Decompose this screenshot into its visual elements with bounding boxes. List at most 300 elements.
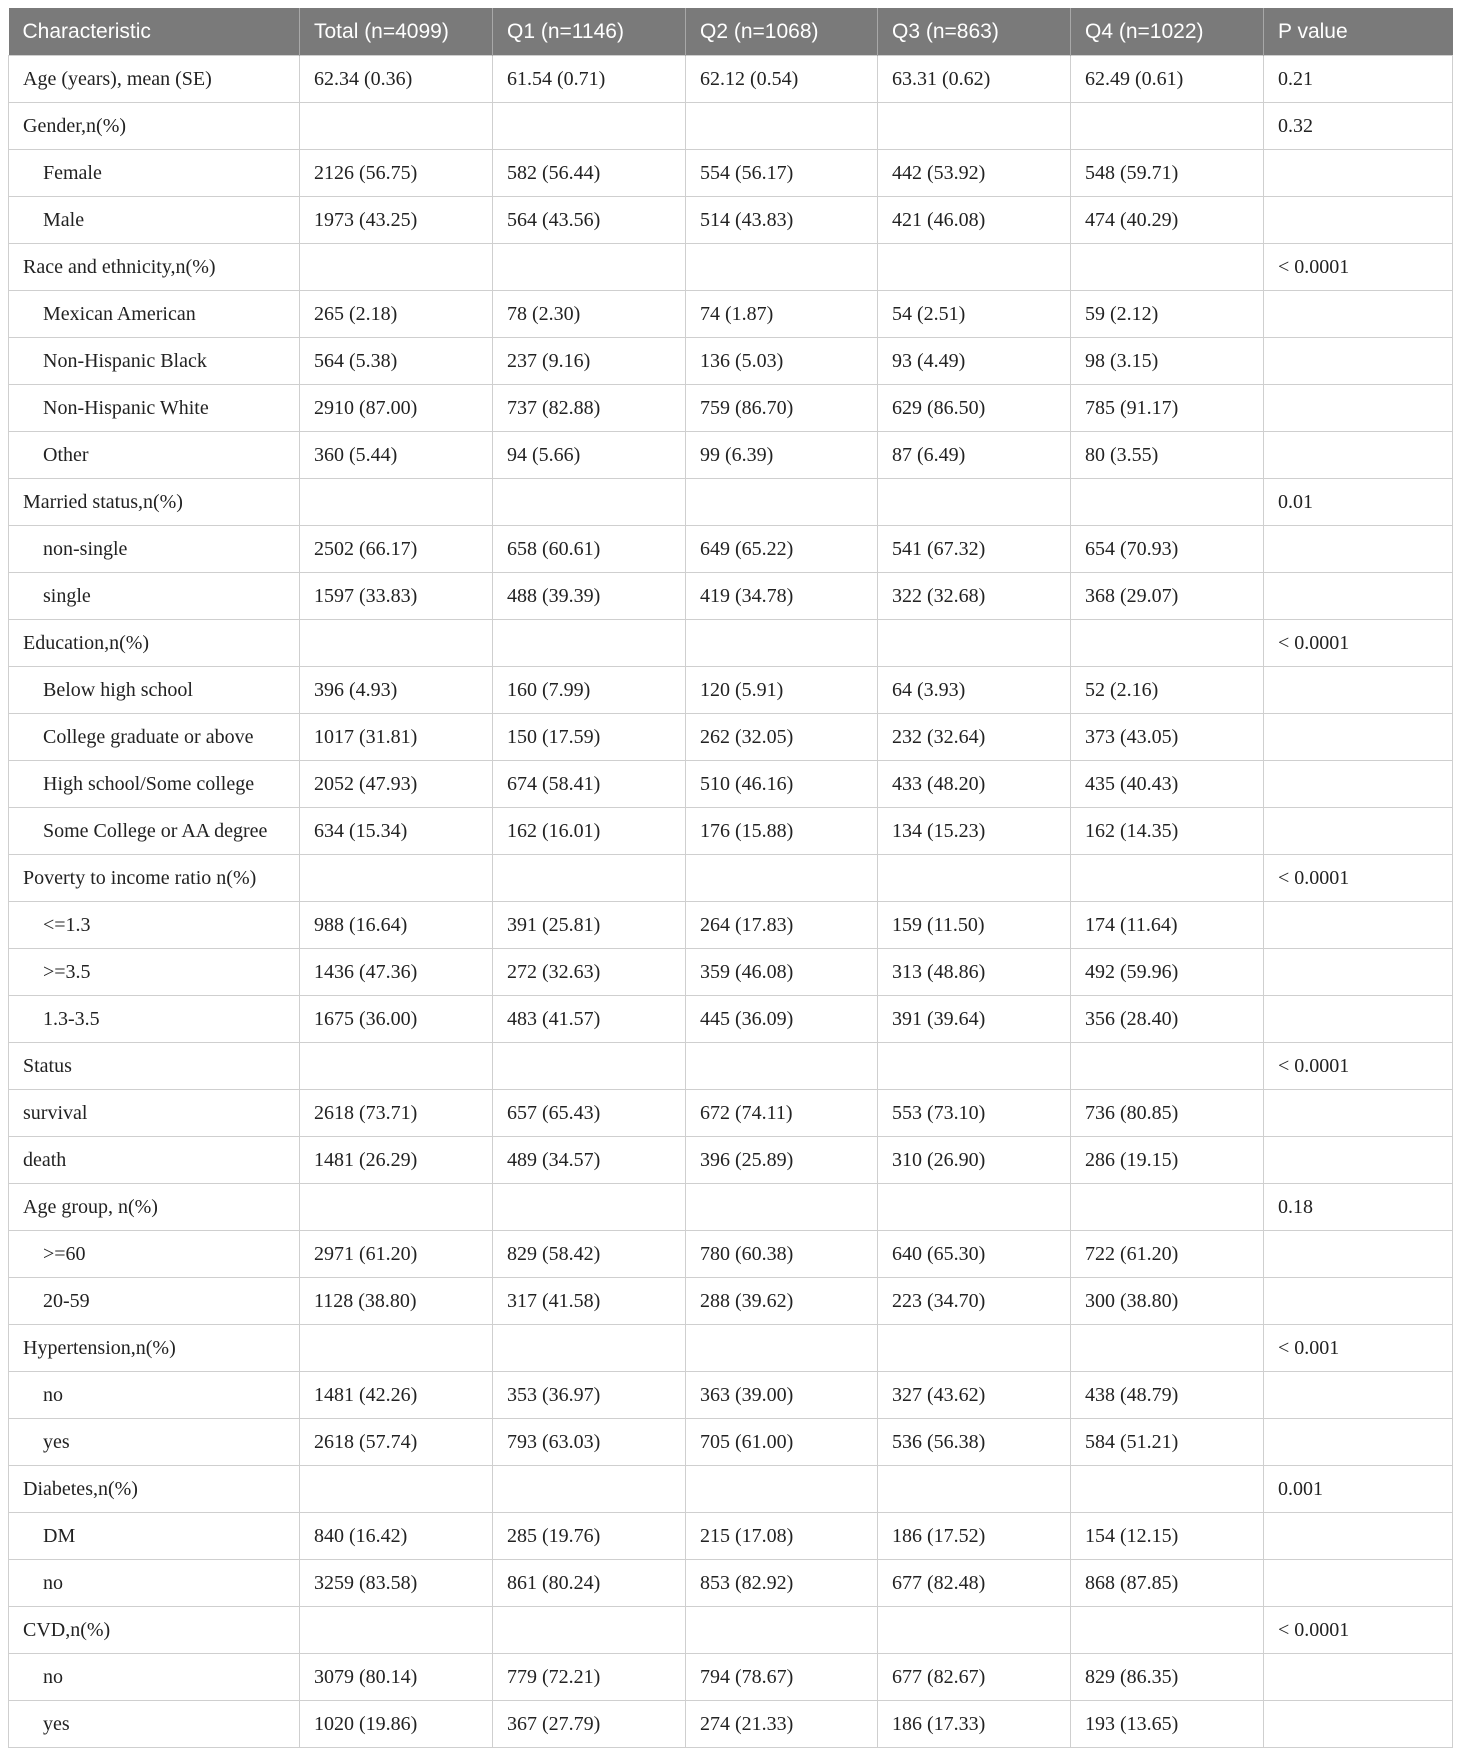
cell-q1 — [493, 1184, 686, 1231]
cell-q4 — [1071, 479, 1264, 526]
cell-q2: 554 (56.17) — [686, 150, 878, 197]
cell-q1: 674 (58.41) — [493, 761, 686, 808]
table-row — [9, 1090, 1453, 1137]
cell-characteristic: Race and ethnicity,n(%) — [9, 244, 300, 291]
cell-total: 1436 (47.36) — [300, 949, 493, 996]
cell-q2 — [686, 1607, 878, 1654]
header-q2: Q2 (n=1068) — [686, 8, 878, 56]
cell-characteristic: Hypertension,n(%) — [9, 1325, 300, 1372]
cell-p-value: < 0.0001 — [1264, 855, 1453, 902]
table-row — [9, 1231, 1453, 1278]
cell-q4 — [1071, 1184, 1264, 1231]
cell-q3: 442 (53.92) — [878, 150, 1071, 197]
cell-characteristic: Non-Hispanic White — [9, 385, 300, 432]
cell-q2 — [686, 1184, 878, 1231]
cell-q3: 541 (67.32) — [878, 526, 1071, 573]
cell-q4: 154 (12.15) — [1071, 1513, 1264, 1560]
cell-q3: 433 (48.20) — [878, 761, 1071, 808]
table-row — [9, 996, 1453, 1043]
cell-q1 — [493, 1325, 686, 1372]
cell-q4: 193 (13.65) — [1071, 1701, 1264, 1748]
cell-q3 — [878, 1043, 1071, 1090]
cell-q1: 779 (72.21) — [493, 1654, 686, 1701]
cell-q4: 492 (59.96) — [1071, 949, 1264, 996]
cell-p-value — [1264, 1560, 1453, 1607]
table-row — [9, 573, 1453, 620]
cell-q3: 391 (39.64) — [878, 996, 1071, 1043]
cell-characteristic: Age group, n(%) — [9, 1184, 300, 1231]
table-row — [9, 291, 1453, 338]
cell-q3 — [878, 855, 1071, 902]
cell-characteristic: >=60 — [9, 1231, 300, 1278]
cell-p-value: 0.001 — [1264, 1466, 1453, 1513]
cell-q4: 356 (28.40) — [1071, 996, 1264, 1043]
cell-p-value: < 0.001 — [1264, 1325, 1453, 1372]
cell-p-value — [1264, 1654, 1453, 1701]
cell-total: 3259 (83.58) — [300, 1560, 493, 1607]
cell-q2: 288 (39.62) — [686, 1278, 878, 1325]
cell-q3: 54 (2.51) — [878, 291, 1071, 338]
cell-characteristic: College graduate or above — [9, 714, 300, 761]
table-row — [9, 902, 1453, 949]
cell-q1: 658 (60.61) — [493, 526, 686, 573]
cell-p-value — [1264, 1701, 1453, 1748]
cell-p-value — [1264, 761, 1453, 808]
cell-q2 — [686, 855, 878, 902]
table-row — [9, 1701, 1453, 1748]
cell-characteristic: Mexican American — [9, 291, 300, 338]
cell-q4 — [1071, 1607, 1264, 1654]
cell-q1: 737 (82.88) — [493, 385, 686, 432]
cell-q2: 274 (21.33) — [686, 1701, 878, 1748]
cell-q2: 176 (15.88) — [686, 808, 878, 855]
table-row — [9, 714, 1453, 761]
header-q3: Q3 (n=863) — [878, 8, 1071, 56]
table-row — [9, 855, 1453, 902]
header-p-value: P value — [1264, 8, 1453, 56]
cell-total: 1017 (31.81) — [300, 714, 493, 761]
header-total: Total (n=4099) — [300, 8, 493, 56]
cell-q1: 657 (65.43) — [493, 1090, 686, 1137]
cell-total: 1675 (36.00) — [300, 996, 493, 1043]
cell-q4: 368 (29.07) — [1071, 573, 1264, 620]
cell-q3 — [878, 103, 1071, 150]
cell-total: 2502 (66.17) — [300, 526, 493, 573]
cell-q2 — [686, 244, 878, 291]
cell-q2 — [686, 103, 878, 150]
table-row — [9, 479, 1453, 526]
cell-q1: 162 (16.01) — [493, 808, 686, 855]
cell-characteristic: CVD,n(%) — [9, 1607, 300, 1654]
cell-q1 — [493, 479, 686, 526]
cell-q4 — [1071, 1325, 1264, 1372]
cell-q2: 794 (78.67) — [686, 1654, 878, 1701]
cell-q2: 136 (5.03) — [686, 338, 878, 385]
cell-q1: 489 (34.57) — [493, 1137, 686, 1184]
cell-characteristic: Gender,n(%) — [9, 103, 300, 150]
cell-characteristic: death — [9, 1137, 300, 1184]
table-body — [9, 56, 1453, 1748]
cell-q3: 186 (17.33) — [878, 1701, 1071, 1748]
cell-q4 — [1071, 1043, 1264, 1090]
cell-p-value — [1264, 714, 1453, 761]
cell-q2 — [686, 1043, 878, 1090]
cell-q2 — [686, 1325, 878, 1372]
cell-q2: 359 (46.08) — [686, 949, 878, 996]
cell-q1: 317 (41.58) — [493, 1278, 686, 1325]
cell-q2: 672 (74.11) — [686, 1090, 878, 1137]
table-row — [9, 244, 1453, 291]
table-row — [9, 1372, 1453, 1419]
cell-q2: 649 (65.22) — [686, 526, 878, 573]
cell-p-value — [1264, 150, 1453, 197]
cell-q1: 160 (7.99) — [493, 667, 686, 714]
cell-q1: 391 (25.81) — [493, 902, 686, 949]
cell-total: 2971 (61.20) — [300, 1231, 493, 1278]
cell-total — [300, 855, 493, 902]
table-row — [9, 949, 1453, 996]
cell-q4: 584 (51.21) — [1071, 1419, 1264, 1466]
cell-q2 — [686, 620, 878, 667]
cell-p-value — [1264, 996, 1453, 1043]
cell-q3: 322 (32.68) — [878, 573, 1071, 620]
cell-p-value — [1264, 197, 1453, 244]
cell-q3 — [878, 620, 1071, 667]
cell-p-value: 0.01 — [1264, 479, 1453, 526]
cell-q4: 868 (87.85) — [1071, 1560, 1264, 1607]
cell-q2: 215 (17.08) — [686, 1513, 878, 1560]
cell-total: 1128 (38.80) — [300, 1278, 493, 1325]
cell-q4: 52 (2.16) — [1071, 667, 1264, 714]
cell-characteristic: Status — [9, 1043, 300, 1090]
cell-total: 3079 (80.14) — [300, 1654, 493, 1701]
cell-q4: 829 (86.35) — [1071, 1654, 1264, 1701]
cell-p-value — [1264, 432, 1453, 479]
cell-q3: 677 (82.67) — [878, 1654, 1071, 1701]
cell-total: 840 (16.42) — [300, 1513, 493, 1560]
cell-q4: 373 (43.05) — [1071, 714, 1264, 761]
header-row — [9, 8, 1453, 56]
cell-q4 — [1071, 620, 1264, 667]
cell-q3 — [878, 1466, 1071, 1513]
cell-characteristic: Married status,n(%) — [9, 479, 300, 526]
cell-q4 — [1071, 103, 1264, 150]
cell-q4: 438 (48.79) — [1071, 1372, 1264, 1419]
cell-p-value: 0.21 — [1264, 56, 1453, 103]
cell-q1: 582 (56.44) — [493, 150, 686, 197]
cell-q2: 780 (60.38) — [686, 1231, 878, 1278]
cell-total: 62.34 (0.36) — [300, 56, 493, 103]
table-header — [9, 8, 1453, 56]
cell-q3: 63.31 (0.62) — [878, 56, 1071, 103]
cell-q1 — [493, 103, 686, 150]
cell-q2: 853 (82.92) — [686, 1560, 878, 1607]
table-row — [9, 1325, 1453, 1372]
baseline-characteristics-table-container — [8, 8, 1452, 1748]
cell-q4: 62.49 (0.61) — [1071, 56, 1264, 103]
cell-characteristic: Some College or AA degree — [9, 808, 300, 855]
cell-p-value: < 0.0001 — [1264, 1043, 1453, 1090]
cell-q3: 64 (3.93) — [878, 667, 1071, 714]
cell-q1 — [493, 620, 686, 667]
cell-q3 — [878, 1184, 1071, 1231]
cell-q4: 722 (61.20) — [1071, 1231, 1264, 1278]
cell-q2: 62.12 (0.54) — [686, 56, 878, 103]
cell-p-value — [1264, 1278, 1453, 1325]
cell-characteristic: DM — [9, 1513, 300, 1560]
cell-q1: 861 (80.24) — [493, 1560, 686, 1607]
cell-q2: 514 (43.83) — [686, 197, 878, 244]
cell-q2: 419 (34.78) — [686, 573, 878, 620]
cell-q2: 99 (6.39) — [686, 432, 878, 479]
cell-q4: 736 (80.85) — [1071, 1090, 1264, 1137]
cell-total — [300, 1325, 493, 1372]
cell-q4: 654 (70.93) — [1071, 526, 1264, 573]
cell-total — [300, 1184, 493, 1231]
header-q4: Q4 (n=1022) — [1071, 8, 1264, 56]
table-row — [9, 432, 1453, 479]
cell-q1: 61.54 (0.71) — [493, 56, 686, 103]
header-characteristic: Characteristic — [9, 8, 300, 56]
cell-q2 — [686, 1466, 878, 1513]
cell-q4: 435 (40.43) — [1071, 761, 1264, 808]
cell-q1: 78 (2.30) — [493, 291, 686, 338]
table-row — [9, 1043, 1453, 1090]
cell-p-value — [1264, 1090, 1453, 1137]
cell-characteristic: Below high school — [9, 667, 300, 714]
cell-q1: 829 (58.42) — [493, 1231, 686, 1278]
cell-q1: 488 (39.39) — [493, 573, 686, 620]
cell-total: 1481 (42.26) — [300, 1372, 493, 1419]
cell-p-value — [1264, 291, 1453, 338]
cell-p-value — [1264, 1513, 1453, 1560]
cell-q2: 363 (39.00) — [686, 1372, 878, 1419]
cell-q2: 445 (36.09) — [686, 996, 878, 1043]
cell-total — [300, 244, 493, 291]
cell-q1: 353 (36.97) — [493, 1372, 686, 1419]
cell-q2: 264 (17.83) — [686, 902, 878, 949]
cell-q3: 553 (73.10) — [878, 1090, 1071, 1137]
cell-total: 988 (16.64) — [300, 902, 493, 949]
cell-q3: 232 (32.64) — [878, 714, 1071, 761]
table-row — [9, 1607, 1453, 1654]
cell-p-value — [1264, 667, 1453, 714]
cell-q4: 162 (14.35) — [1071, 808, 1264, 855]
cell-p-value: < 0.0001 — [1264, 1607, 1453, 1654]
cell-q3: 134 (15.23) — [878, 808, 1071, 855]
cell-p-value — [1264, 338, 1453, 385]
cell-q4: 98 (3.15) — [1071, 338, 1264, 385]
cell-characteristic: 20-59 — [9, 1278, 300, 1325]
cell-characteristic: Poverty to income ratio n(%) — [9, 855, 300, 902]
header-q1: Q1 (n=1146) — [493, 8, 686, 56]
cell-q1 — [493, 1607, 686, 1654]
cell-q1: 564 (43.56) — [493, 197, 686, 244]
cell-characteristic: >=3.5 — [9, 949, 300, 996]
table-row — [9, 1137, 1453, 1184]
table-row — [9, 761, 1453, 808]
cell-q3: 223 (34.70) — [878, 1278, 1071, 1325]
cell-total — [300, 479, 493, 526]
cell-q4: 300 (38.80) — [1071, 1278, 1264, 1325]
cell-q4: 174 (11.64) — [1071, 902, 1264, 949]
cell-q1 — [493, 1466, 686, 1513]
cell-q1: 150 (17.59) — [493, 714, 686, 761]
cell-q2: 74 (1.87) — [686, 291, 878, 338]
cell-q1: 237 (9.16) — [493, 338, 686, 385]
cell-q3: 677 (82.48) — [878, 1560, 1071, 1607]
cell-q2: 705 (61.00) — [686, 1419, 878, 1466]
cell-q3: 93 (4.49) — [878, 338, 1071, 385]
cell-q3: 629 (86.50) — [878, 385, 1071, 432]
table-row — [9, 1654, 1453, 1701]
cell-characteristic: Education,n(%) — [9, 620, 300, 667]
cell-total: 2126 (56.75) — [300, 150, 493, 197]
cell-q4: 785 (91.17) — [1071, 385, 1264, 432]
table-row — [9, 103, 1453, 150]
cell-p-value: < 0.0001 — [1264, 244, 1453, 291]
cell-total: 634 (15.34) — [300, 808, 493, 855]
cell-q2: 120 (5.91) — [686, 667, 878, 714]
cell-total — [300, 620, 493, 667]
table-row — [9, 385, 1453, 432]
cell-total: 2052 (47.93) — [300, 761, 493, 808]
table-row — [9, 1513, 1453, 1560]
cell-p-value — [1264, 1419, 1453, 1466]
cell-total: 1481 (26.29) — [300, 1137, 493, 1184]
cell-q2 — [686, 479, 878, 526]
cell-characteristic: yes — [9, 1701, 300, 1748]
cell-total: 1020 (19.86) — [300, 1701, 493, 1748]
table-row — [9, 1560, 1453, 1607]
cell-p-value — [1264, 526, 1453, 573]
cell-q3 — [878, 244, 1071, 291]
cell-total: 396 (4.93) — [300, 667, 493, 714]
cell-q4 — [1071, 244, 1264, 291]
cell-q3: 310 (26.90) — [878, 1137, 1071, 1184]
cell-q4: 548 (59.71) — [1071, 150, 1264, 197]
cell-characteristic: Age (years), mean (SE) — [9, 56, 300, 103]
cell-characteristic: Other — [9, 432, 300, 479]
cell-q2: 510 (46.16) — [686, 761, 878, 808]
cell-q1: 367 (27.79) — [493, 1701, 686, 1748]
cell-q2: 396 (25.89) — [686, 1137, 878, 1184]
cell-q1: 285 (19.76) — [493, 1513, 686, 1560]
cell-q3 — [878, 1325, 1071, 1372]
cell-q3: 640 (65.30) — [878, 1231, 1071, 1278]
cell-q1: 483 (41.57) — [493, 996, 686, 1043]
cell-characteristic: survival — [9, 1090, 300, 1137]
cell-q3: 313 (48.86) — [878, 949, 1071, 996]
cell-total: 2910 (87.00) — [300, 385, 493, 432]
table-row — [9, 620, 1453, 667]
cell-total: 265 (2.18) — [300, 291, 493, 338]
cell-p-value — [1264, 808, 1453, 855]
cell-characteristic: single — [9, 573, 300, 620]
cell-total: 1597 (33.83) — [300, 573, 493, 620]
cell-q3: 421 (46.08) — [878, 197, 1071, 244]
cell-characteristic: High school/Some college — [9, 761, 300, 808]
cell-q3: 186 (17.52) — [878, 1513, 1071, 1560]
cell-q4 — [1071, 855, 1264, 902]
baseline-characteristics-table — [8, 8, 1453, 1748]
table-row — [9, 1184, 1453, 1231]
cell-p-value — [1264, 949, 1453, 996]
table-row — [9, 150, 1453, 197]
cell-q1 — [493, 855, 686, 902]
cell-q3 — [878, 479, 1071, 526]
cell-q1 — [493, 1043, 686, 1090]
cell-total: 564 (5.38) — [300, 338, 493, 385]
cell-q1: 94 (5.66) — [493, 432, 686, 479]
cell-p-value — [1264, 1372, 1453, 1419]
cell-q2: 262 (32.05) — [686, 714, 878, 761]
cell-characteristic: non-single — [9, 526, 300, 573]
cell-p-value — [1264, 902, 1453, 949]
cell-total — [300, 103, 493, 150]
cell-q4 — [1071, 1466, 1264, 1513]
cell-total: 2618 (57.74) — [300, 1419, 493, 1466]
cell-total — [300, 1466, 493, 1513]
table-row — [9, 526, 1453, 573]
cell-q3 — [878, 1607, 1071, 1654]
cell-q1: 793 (63.03) — [493, 1419, 686, 1466]
cell-p-value — [1264, 1231, 1453, 1278]
cell-q3: 159 (11.50) — [878, 902, 1071, 949]
cell-q3: 536 (56.38) — [878, 1419, 1071, 1466]
cell-q4: 474 (40.29) — [1071, 197, 1264, 244]
cell-total — [300, 1607, 493, 1654]
cell-characteristic: 1.3-3.5 — [9, 996, 300, 1043]
cell-characteristic: Male — [9, 197, 300, 244]
cell-characteristic: <=1.3 — [9, 902, 300, 949]
table-row — [9, 56, 1453, 103]
cell-characteristic: no — [9, 1560, 300, 1607]
table-row — [9, 1466, 1453, 1513]
table-row — [9, 1278, 1453, 1325]
cell-q1: 272 (32.63) — [493, 949, 686, 996]
table-row — [9, 338, 1453, 385]
cell-q1 — [493, 244, 686, 291]
cell-p-value: < 0.0001 — [1264, 620, 1453, 667]
cell-p-value: 0.18 — [1264, 1184, 1453, 1231]
cell-characteristic: Non-Hispanic Black — [9, 338, 300, 385]
cell-p-value — [1264, 573, 1453, 620]
cell-characteristic: yes — [9, 1419, 300, 1466]
cell-characteristic: no — [9, 1654, 300, 1701]
table-row — [9, 808, 1453, 855]
cell-q4: 80 (3.55) — [1071, 432, 1264, 479]
cell-total: 360 (5.44) — [300, 432, 493, 479]
cell-p-value — [1264, 385, 1453, 432]
cell-q2: 759 (86.70) — [686, 385, 878, 432]
table-row — [9, 667, 1453, 714]
table-row — [9, 197, 1453, 244]
cell-characteristic: Diabetes,n(%) — [9, 1466, 300, 1513]
cell-q3: 87 (6.49) — [878, 432, 1071, 479]
cell-total: 1973 (43.25) — [300, 197, 493, 244]
cell-q3: 327 (43.62) — [878, 1372, 1071, 1419]
cell-q4: 286 (19.15) — [1071, 1137, 1264, 1184]
cell-characteristic: Female — [9, 150, 300, 197]
cell-q4: 59 (2.12) — [1071, 291, 1264, 338]
cell-p-value — [1264, 1137, 1453, 1184]
cell-total — [300, 1043, 493, 1090]
cell-total: 2618 (73.71) — [300, 1090, 493, 1137]
table-row — [9, 1419, 1453, 1466]
cell-characteristic: no — [9, 1372, 300, 1419]
cell-p-value: 0.32 — [1264, 103, 1453, 150]
